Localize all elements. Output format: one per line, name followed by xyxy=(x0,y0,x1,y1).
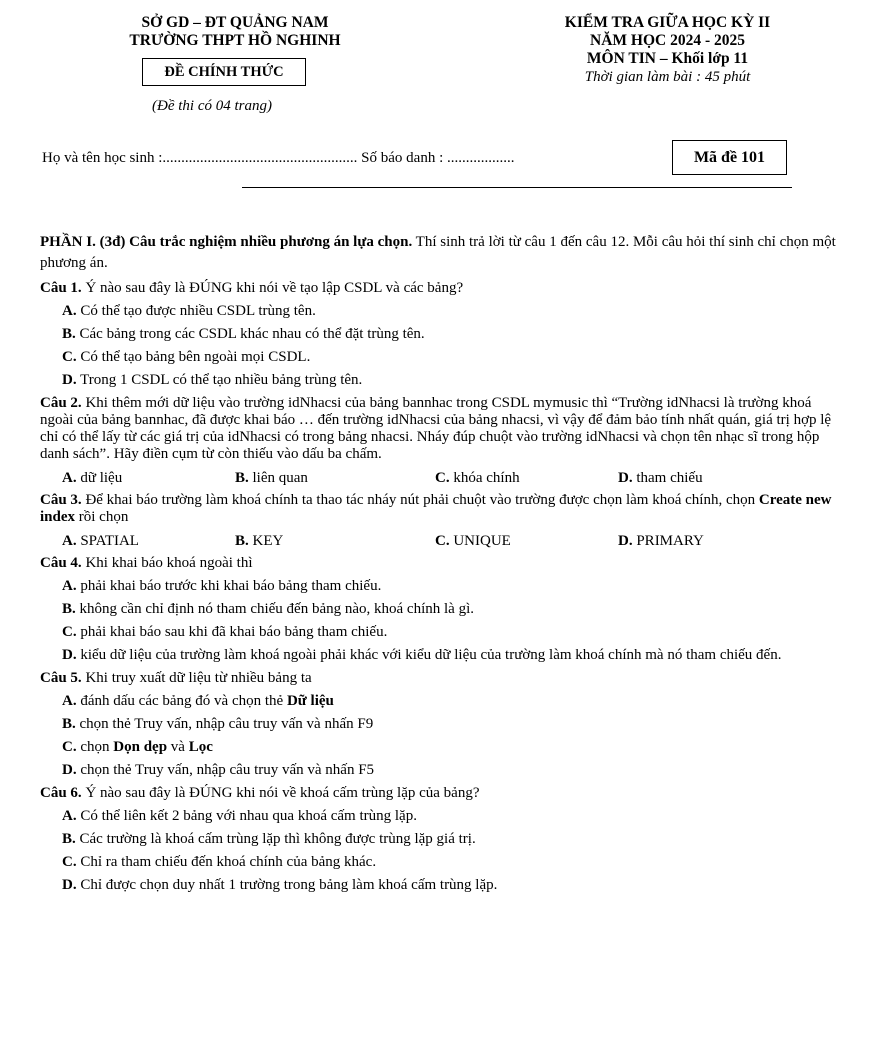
exam-code-box: Mã đề 101 xyxy=(672,140,787,175)
option-1b xyxy=(62,326,840,343)
question-text: Ý nào sau đây là ĐÚNG khi nói về tạo lập CSDL và các bảng? xyxy=(81,280,464,296)
department-name: SỞ GD – ĐT QUẢNG NAM xyxy=(141,14,329,31)
question-6 xyxy=(40,785,840,802)
option-letter: C. xyxy=(62,854,77,870)
option-text: UNIQUE xyxy=(449,533,511,549)
option-5c xyxy=(62,739,840,756)
question-label: Câu 2. xyxy=(40,395,82,411)
option-text: phải khai báo trước khi khai báo bảng tham chiếu. xyxy=(76,578,382,594)
option-letter: C. xyxy=(435,533,450,549)
option-1d xyxy=(62,372,840,389)
option-6b xyxy=(62,831,840,848)
option-text: đánh dấu các bảng đó và chọn thẻ xyxy=(76,693,287,709)
option-4b xyxy=(62,601,840,618)
question-4 xyxy=(40,555,840,572)
exam-title: KIỂM TRA GIỮA HỌC KỲ II xyxy=(564,14,771,31)
option-letter: C. xyxy=(62,624,77,640)
question-text: Khi khai báo khoá ngoài thì xyxy=(81,555,253,571)
option-text: Có thể liên kết 2 bảng với nhau qua khoá cấm trùng lặp. xyxy=(76,808,417,824)
option-letter: B. xyxy=(62,831,76,847)
option-text: Các trường là khoá cấm trùng lặp thì không được trùng lặp giá trị. xyxy=(75,831,476,847)
option-text: không cần chỉ định nó tham chiếu đến bảng nào, khoá chính là gì. xyxy=(75,601,474,617)
question-label: Câu 5. xyxy=(40,670,82,686)
option-letter: C. xyxy=(62,349,77,365)
option-text: liên quan xyxy=(248,470,308,486)
option-3c xyxy=(435,532,511,550)
question-label: Câu 6. xyxy=(40,785,82,801)
exam-content xyxy=(40,232,840,900)
question-label: Câu 1. xyxy=(40,280,82,296)
option-6c xyxy=(62,854,840,871)
option-text: Có thể tạo bảng bên ngoài mọi CSDL. xyxy=(76,349,311,365)
student-info-line xyxy=(42,149,514,167)
header-right xyxy=(505,14,830,86)
option-4d xyxy=(62,647,840,664)
student-id-label: Số báo danh : xyxy=(357,150,447,166)
option-letter: B. xyxy=(62,716,76,732)
subject-line: MÔN TIN – Khối lớp 11 xyxy=(586,50,749,67)
exam-duration: Thời gian làm bài : 45 phút xyxy=(584,69,751,85)
options-row-3 xyxy=(40,532,840,549)
option-letter: A. xyxy=(62,808,77,824)
option-letter: B. xyxy=(62,601,76,617)
option-letter: B. xyxy=(235,533,249,549)
options-row-2 xyxy=(40,469,840,486)
option-letter: D. xyxy=(62,372,77,388)
option-letter: B. xyxy=(62,326,76,342)
pages-note: (Đề thi có 04 trang) xyxy=(152,98,272,114)
option-text: kiểu dữ liệu của trường làm khoá ngoài phải khác với kiểu dữ liệu của trường làm khoá chính mà nó tham chiếu đến. xyxy=(76,647,782,663)
option-3d xyxy=(618,532,704,550)
option-text: Có thể tạo được nhiều CSDL trùng tên. xyxy=(76,303,316,319)
option-letter: A. xyxy=(62,533,77,549)
option-text: dữ liệu xyxy=(76,470,123,486)
option-letter: D. xyxy=(62,877,77,893)
header-divider xyxy=(242,187,792,188)
option-3b xyxy=(235,532,283,550)
option-5b xyxy=(62,716,840,733)
option-letter: D. xyxy=(618,533,633,549)
option-letter: A. xyxy=(62,470,77,486)
header-left xyxy=(90,14,380,50)
option-text: Các bảng trong các CSDL khác nhau có thể đặt trùng tên. xyxy=(75,326,425,342)
school-year: NĂM HỌC 2024 - 2025 xyxy=(590,32,745,49)
option-2a xyxy=(62,469,122,487)
student-id-dots: .................. xyxy=(446,150,515,166)
option-letter: C. xyxy=(62,739,77,755)
question-text: Khi truy xuất dữ liệu từ nhiều bảng ta xyxy=(81,670,312,686)
question-text: Khi thêm mới dữ liệu vào trường idNhacsi của bảng bannhac trong CSDL mymusic thì “Trường idNhacsi là trường khoá ngoài của bảng bannhac, đã được khai báo … đến trường idNhacsi của bảng nhacsi, vì vậy để đảm bảo tính nhất quán, giá trị hợp lệ chỉ có thể lấy từ các giá trị của idNhacsi có trong bảng nhacsi. Nháy đúp chuột vào trường idNhacsi và chọn tên nhạc sĩ trong hộp danh sách”. Hãy điền cụm từ còn thiếu vào dấu ba chấm. xyxy=(40,395,832,462)
part-heading xyxy=(40,232,840,274)
question-text-tail: rồi chọn xyxy=(75,509,129,525)
option-text-bold: Lọc xyxy=(188,739,213,755)
option-3a xyxy=(62,532,139,550)
option-2c xyxy=(435,469,520,487)
question-3 xyxy=(40,492,840,526)
option-2d xyxy=(618,469,703,487)
option-text: Trong 1 CSDL có thể tạo nhiều bảng trùng tên. xyxy=(76,372,363,388)
option-2b xyxy=(235,469,308,487)
question-1 xyxy=(40,280,840,297)
option-5a xyxy=(62,693,840,710)
option-text: chọn thẻ Truy vấn, nhập câu truy vấn và nhấn F5 xyxy=(76,762,375,778)
option-text: chọn xyxy=(76,739,114,755)
option-text: Chỉ ra tham chiếu đến khoá chính của bảng khác. xyxy=(76,854,377,870)
option-1a xyxy=(62,303,840,320)
option-text-bold: Dọn dẹp xyxy=(113,739,168,755)
question-2 xyxy=(40,395,840,463)
question-text: Để khai báo trường làm khoá chính ta thao tác nháy nút phải chuột vào trường được chọn làm khoá chính, chọn xyxy=(81,492,759,508)
school-name: TRƯỜNG THPT HỒ NGHINH xyxy=(129,32,341,49)
question-text-bold: Create new index xyxy=(40,492,832,525)
option-text: Chỉ được chọn duy nhất 1 trường trong bảng làm khoá cấm trùng lặp. xyxy=(76,877,498,893)
question-label: Câu 4. xyxy=(40,555,82,571)
official-exam-label: ĐỀ CHÍNH THỨC xyxy=(142,58,306,86)
option-text: và xyxy=(167,739,189,755)
student-name-label: Họ và tên học sinh : xyxy=(42,150,163,166)
option-letter: D. xyxy=(62,647,77,663)
option-4c xyxy=(62,624,840,641)
option-letter: A. xyxy=(62,303,77,319)
option-text: phải khai báo sau khi đã khai báo bảng tham chiếu. xyxy=(76,624,388,640)
option-6a xyxy=(62,808,840,825)
option-letter: D. xyxy=(618,470,633,486)
option-letter: C. xyxy=(435,470,450,486)
option-text-bold: Dữ liệu xyxy=(286,693,334,709)
question-text: Ý nào sau đây là ĐÚNG khi nói về khoá cấm trùng lặp của bảng? xyxy=(81,785,480,801)
option-letter: D. xyxy=(62,762,77,778)
student-name-dots: .................................................... xyxy=(162,150,358,166)
part-heading-instructions: Thí sinh trả lời từ câu 1 đến câu 12. Mỗi câu hỏi thí sinh chỉ chọn một phương án. xyxy=(40,234,836,271)
option-letter: A. xyxy=(62,693,77,709)
option-letter: B. xyxy=(235,470,249,486)
question-5 xyxy=(40,670,840,687)
question-label: Câu 3. xyxy=(40,492,82,508)
option-1c xyxy=(62,349,840,366)
option-6d xyxy=(62,877,840,894)
option-text: KEY xyxy=(248,533,284,549)
option-letter: A. xyxy=(62,578,77,594)
part-heading-bold: PHẦN I. (3đ) Câu trắc nghiệm nhiều phương án lựa chọn. xyxy=(40,234,413,250)
option-text: PRIMARY xyxy=(632,533,704,549)
option-text: khóa chính xyxy=(449,470,520,486)
option-4a xyxy=(62,578,840,595)
option-text: chọn thẻ Truy vấn, nhập câu truy vấn và nhấn F9 xyxy=(75,716,374,732)
option-text: SPATIAL xyxy=(76,533,139,549)
option-text: tham chiếu xyxy=(632,470,703,486)
option-5d xyxy=(62,762,840,779)
